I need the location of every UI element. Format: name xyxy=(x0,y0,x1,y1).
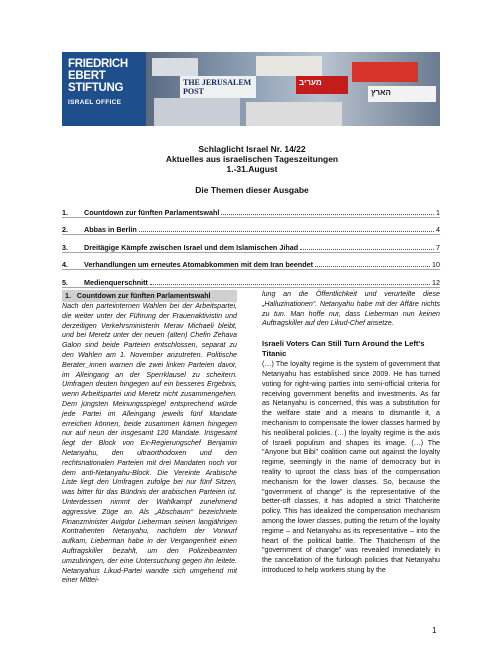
toc-page: 10 xyxy=(432,260,440,269)
newspaper-image xyxy=(352,62,418,82)
maariv-masthead: מעריב xyxy=(296,76,348,94)
toc-leader xyxy=(300,248,434,250)
toc-number: 3. xyxy=(62,242,68,252)
right-column xyxy=(262,290,440,576)
header-banner xyxy=(62,52,440,126)
toc-number: 5. xyxy=(62,277,68,287)
toc-page: 1 xyxy=(436,207,440,217)
themes-heading: Die Themen dieser Ausgabe xyxy=(195,185,309,195)
newspaper-image xyxy=(154,98,240,126)
section-title: Countdown zur fünften Parlamentswahl xyxy=(76,292,211,300)
toc-label: Medienquerschnitt xyxy=(84,277,148,287)
logo-line-3: STIFTUNG xyxy=(68,82,124,94)
toc-item[interactable] xyxy=(62,235,440,253)
toc-item[interactable] xyxy=(62,218,440,236)
toc-number: 1. xyxy=(62,207,68,217)
issue-title: Schlaglicht Israel Nr. 14/22 xyxy=(198,144,306,154)
section-heading xyxy=(62,290,237,302)
toc-leader xyxy=(221,213,434,215)
toc-item[interactable] xyxy=(62,200,440,218)
section-body: Nach den parteiinternen Wahlen bei der Arbeitspartei, die weiter unter der Führung der Frauenaktivistin und derzeitigen Verkehrsministerin Merav Michaeli bleibt, und bei Meretz unter der neuen (alten) Chefin Zehava Galon sind beide Parteien entschlossen, separat zu den Wahlen am 1. November anzutreten. Politische Berater_innen warnen die zwei linken Parteien davor, im Alleingang an der Sperrklausel zu scheitern. Umfragen deuten hingegen auf ein besseres Ergebnis, wenn Arbeitspartei und Meretz nicht zusammengehen. Dem jüngsten Meinungsspiegel entsprechend würde jede Partei im Alleingang jeweils fünf Mandate erreichen können, beide zusammen kämen hingegen nur auf neun der insgesamt 120 Mandate. Insgesamt liegt der Block von Ex-Regierungschef Benjamin Netanyahu, den ultraorthodoxen und den rechtsnationalen Parteien mit drei Mandaten noch vor dem anti-Netanyahu-Block. Die Vereinte Arabische Liste liegt den Umfragen zufolge bei nur fünf Sitzen, was bitter für das Bündnis der arabischen Parteien ist. Unterdessen nimmt der Wahlkampf zunehmend aggressive Züge an. Als „Abschaum“ bezeichnete Finanzminister Avigdor Lieberman seinen langjährigen Kontrahenten Netanyahu, nachdem der Vorwurf aufkam, Lieberman habe in der Vergangenheit einen Auftragskiller bezahlt, um den Polizeibeamten umzubringen, der eine Untersuchung gegen ihn leitete. Netanyahus Likud-Partei wandte sich umgehend mit einer Mittei- xyxy=(62,302,237,585)
toc-label: Dreitägige Kämpfe zwischen Israel und dem Islamischen Jihad xyxy=(84,242,299,252)
toc-number: 4. xyxy=(62,260,68,269)
logo-office: ISRAEL OFFICE xyxy=(68,99,122,106)
toc-label: Verhandlungen um erneutes Atomabkommen mit dem Iran beendet xyxy=(84,260,313,269)
toc-leader xyxy=(139,230,434,232)
toc-item[interactable] xyxy=(62,270,440,288)
newspaper-image xyxy=(152,58,198,76)
newspaper-image xyxy=(246,102,342,126)
fes-logo xyxy=(62,52,146,126)
article-body: (…) The loyalty regime is the system of government that Netanyahu has established since 2009. He has turned voting for right-wing parties into semi-official criteria for receiving government benefits and investments. As far as Netanyahu is concerned, this was a substitution for the welfare state and a means to dismantle it, a mechanism to compensate the lower classes harmed by his neoliberal policies. (…) the loyalty regime is the axis of Israeli populism and shapes its image. (…) The "Anyone but Bibi" coalition came out against the loyalty regime, seemingly in the name of democracy but in reality to uproot the class bias of the compensation mechanism for the lower classes. So, because the "government of change" is the representative of the better-off classes, it has adopted a strict Thatcherite policy. This has idealized the compensation mechanism among the lower classes, putting the return of the loyalty regime – and Netanyahu as its representative – into the heart of the political battle. The Thatcherism of the "government of change" was revealed immediately in the cancellation of the furlough policies that Netanyahu introduced to help workers stung by the xyxy=(262,360,440,574)
toc-label: Abbas in Berlin xyxy=(84,225,137,234)
issue-subtitle: Aktuelles aus israelischen Tageszeitungen xyxy=(165,154,339,164)
toc-leader xyxy=(150,283,430,285)
toc-page: 7 xyxy=(436,242,440,252)
article-title: Israeli Voters Can Still Turn Around the Left's Titanic xyxy=(262,339,425,359)
toc-leader xyxy=(315,265,430,267)
haaretz-masthead: הארץ xyxy=(368,86,436,102)
toc-page: 12 xyxy=(432,277,440,287)
toc-item[interactable] xyxy=(62,253,440,271)
logo-line-2: EBERT xyxy=(68,70,106,82)
left-column xyxy=(62,290,237,586)
toc-number: 2. xyxy=(62,225,68,234)
page-number: 1 xyxy=(432,626,437,635)
toc-page: 4 xyxy=(436,225,440,234)
logo-line-1: FRIEDRICH xyxy=(68,58,128,70)
issue-date: 1.-31.August xyxy=(226,164,278,174)
newspaper-collage xyxy=(146,52,440,126)
section-body-continued: lung an die Öffentlichkeit und verurteilte diese „Halluzinationen“. Netanyahu habe mit der Affäre nichts zu tun. Man hoffe nur, dass Lieberman nun keinen Auftragskiller auf den Likud-Chef ansetze. xyxy=(262,290,440,328)
jerusalem-post-masthead: THE JERUSALEM POST xyxy=(180,76,256,98)
table-of-contents xyxy=(62,200,440,288)
toc-label: Countdown zur fünften Parlamentswahl xyxy=(84,207,220,217)
section-number: 1. xyxy=(65,292,71,300)
newspaper-image xyxy=(256,56,322,76)
